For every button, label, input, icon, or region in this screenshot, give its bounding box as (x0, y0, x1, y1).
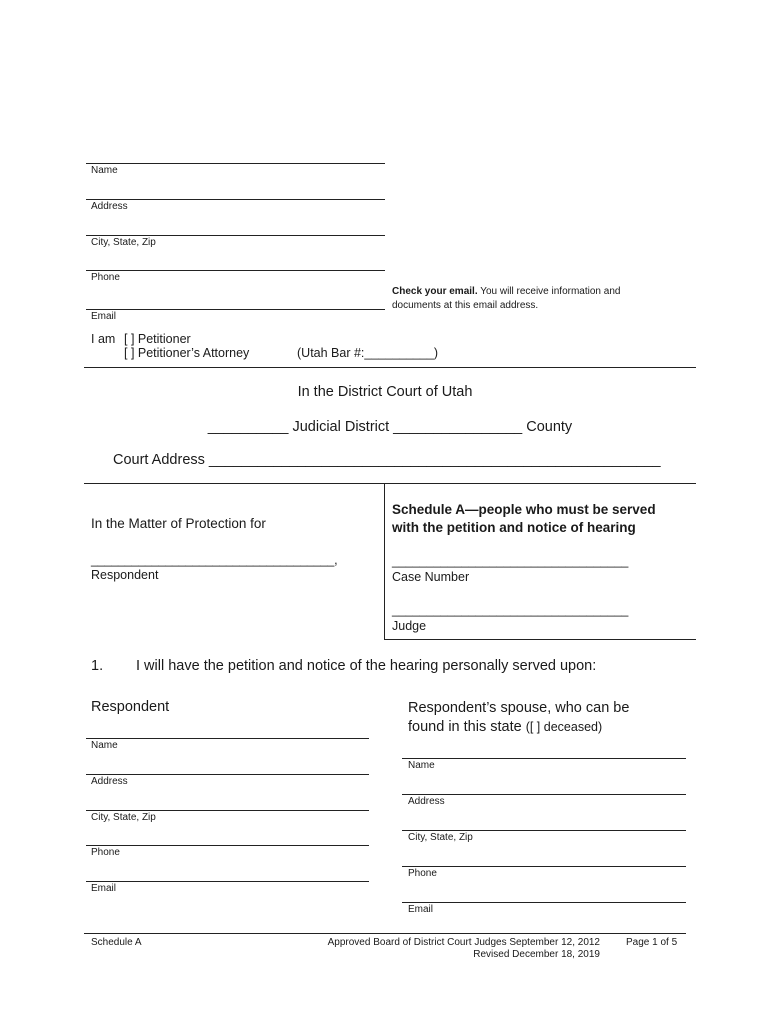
spouse-phone-line[interactable] (402, 866, 686, 867)
attorney-checkbox[interactable]: [ ] Petitioner’s Attorney (124, 346, 250, 360)
filer-city-line[interactable] (86, 235, 385, 236)
filer-email-line[interactable] (86, 309, 385, 310)
respondent-heading: Respondent (91, 699, 170, 715)
filer-phone-label: Phone (91, 272, 120, 283)
judge-label: Judge (392, 619, 427, 633)
court-address-line[interactable]: Court Address ________________________________________________________ (113, 452, 661, 468)
respondent-city-line[interactable] (86, 810, 369, 811)
respondent-phone-line[interactable] (86, 845, 369, 846)
matter-label: In the Matter of Protection for (91, 516, 266, 531)
email-notice-bold: Check your email. (392, 286, 478, 297)
schedule-title-line2: with the petition and notice of hearing (392, 520, 636, 535)
respondent-phone-label: Phone (91, 847, 120, 858)
section-number: 1. (91, 658, 104, 674)
header-divider (84, 367, 696, 368)
spouse-heading-line2: found in this state (408, 719, 522, 735)
respondent-city-label: City, State, Zip (91, 812, 156, 823)
respondent-name-label: Name (91, 740, 118, 751)
email-notice-line1: You will receive information and (477, 286, 621, 297)
spouse-name-label: Name (408, 760, 435, 771)
spouse-heading-line1: Respondent’s spouse, who can be (408, 700, 630, 716)
filer-phone-line[interactable] (86, 270, 385, 271)
footer-left: Schedule A (91, 937, 142, 948)
email-notice-line2: documents at this email address. (392, 300, 539, 311)
respondent-email-label: Email (91, 883, 117, 894)
caption-divider (384, 483, 385, 639)
spouse-phone-label: Phone (408, 868, 437, 879)
filer-address-line[interactable] (86, 199, 385, 200)
page-number: Page 1 of 5 (626, 937, 678, 948)
filer-email-label: Email (91, 311, 117, 322)
court-title: In the District Court of Utah (297, 384, 473, 400)
schedule-title-line1: Schedule A—people who must be served (392, 502, 656, 517)
case-number-blank[interactable]: __________________________________ (392, 554, 629, 568)
filer-name-line[interactable] (86, 163, 385, 164)
filer-address-label: Address (91, 201, 128, 212)
respondent-caption-label: Respondent (91, 568, 159, 582)
spouse-address-label: Address (408, 796, 445, 807)
deceased-checkbox[interactable]: ([ ] deceased) (525, 720, 603, 734)
footer-center (300, 937, 600, 961)
case-number-label: Case Number (392, 570, 470, 584)
petitioner-checkbox[interactable]: [ ] Petitioner (124, 332, 191, 346)
footer-revised: Revised December 18, 2019 (473, 949, 600, 960)
footer-divider (84, 933, 686, 934)
respondent-address-line[interactable] (86, 774, 369, 775)
caption-top-border (84, 483, 696, 484)
spouse-city-line[interactable] (402, 830, 686, 831)
district-county-line[interactable]: __________ Judicial District ________________ County (207, 419, 573, 435)
spouse-address-line[interactable] (402, 794, 686, 795)
spouse-city-label: City, State, Zip (408, 832, 473, 843)
filer-name-label: Name (91, 165, 118, 176)
respondent-address-label: Address (91, 776, 128, 787)
respondent-name-line[interactable] (86, 738, 369, 739)
email-notice (392, 285, 692, 313)
i-am-label: I am (91, 332, 116, 346)
spouse-email-line[interactable] (402, 902, 686, 903)
spouse-email-label: Email (408, 904, 434, 915)
respondent-name-blank[interactable]: ____________________________________, (91, 553, 338, 567)
section-text: I will have the petition and notice of the hearing personally served upon: (136, 658, 597, 674)
spouse-heading (408, 699, 629, 737)
caption-bottom-border (384, 639, 696, 640)
filer-city-label: City, State, Zip (91, 237, 156, 248)
utah-bar-number[interactable]: (Utah Bar #:__________) (297, 346, 439, 360)
schedule-title (392, 501, 656, 537)
spouse-name-line[interactable] (402, 758, 686, 759)
judge-blank[interactable]: __________________________________ (392, 603, 629, 617)
footer-approved: Approved Board of District Court Judges September 12, 2012 (327, 937, 600, 948)
respondent-email-line[interactable] (86, 881, 369, 882)
